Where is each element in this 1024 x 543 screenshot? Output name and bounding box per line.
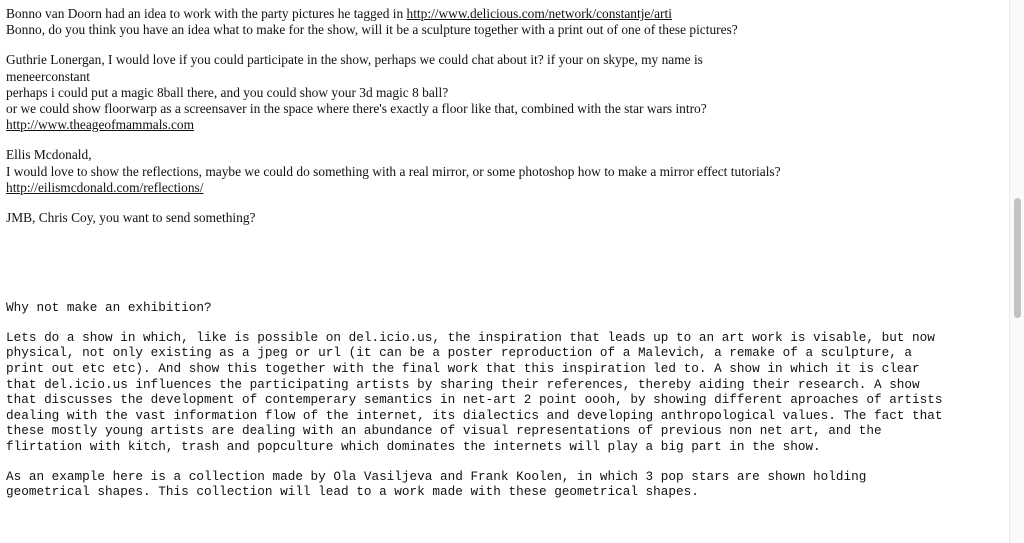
post-line: or we could show floorwarp as a screensaver in the space where there's exactly a floor like that, combined with the star wars intro?	[6, 101, 707, 117]
reflections-link[interactable]: http://eilismcdonald.com/reflections/	[6, 179, 204, 195]
theageofmammals-link[interactable]: http://www.theageofmammals.com	[6, 117, 195, 133]
essay-paragraph-2	[6, 469, 1010, 500]
essay-line: that del.icio.us influences the participating artists by sharing their references, thereby aiding their research. A show	[6, 376, 920, 392]
vertical-scrollbar[interactable]	[1009, 0, 1024, 543]
post-line: perhaps i could put a magic 8ball there, and you could show your 3d magic 8 ball?	[6, 84, 449, 100]
essay-line: physical, not only existing as a jpeg or url (it can be a poster reproduction of a Malevich, a remake of a sculpture, a	[6, 345, 913, 361]
post-line: Guthrie Lonergan, I would love if you could participate in the show, perhaps we could chat about it? if your on skype, my name is	[6, 52, 703, 68]
essay-line: these mostly young artists are dealing with an abundance of visual representations of previous non net art, and the	[6, 423, 882, 439]
post-line: I would love to show the reflections, maybe we could do something with a real mirror, or some photoshop how to make a mirror effect tutorials?	[6, 163, 781, 179]
delicious-link[interactable]: http://www.delicious.com/network/constantje/arti	[406, 6, 672, 21]
essay-section	[6, 300, 1010, 500]
post-guthrie	[6, 52, 1010, 133]
essay-line: that discusses the development of contemperary semantics in net-art 2 point oooh, by showing different aproaches of artists	[6, 392, 943, 408]
essay-heading: Why not make an exhibition?	[6, 300, 212, 316]
post-ellis	[6, 147, 1010, 196]
spacer	[6, 226, 1010, 300]
essay-line: flirtation with kitch, trash and popculture which dominates the internets will play a big part in the show.	[6, 438, 821, 454]
essay-line: print out etc etc). And show this together with the final work that this inspiration led to. A show in which it is clear	[6, 361, 920, 377]
posts-section	[6, 6, 1010, 226]
post-line: Bonno van Doorn had an idea to work with the party pictures he tagged in	[6, 6, 407, 21]
post-line: JMB, Chris Coy, you want to send something?	[6, 210, 256, 226]
scrollbar-thumb[interactable]	[1014, 198, 1021, 318]
essay-paragraph-1	[6, 330, 1010, 455]
post-jmb	[6, 210, 1010, 226]
post-line: Ellis Mcdonald,	[6, 147, 92, 163]
post-bonno	[6, 6, 1010, 38]
essay-line: geometrical shapes. This collection will lead to a work made with these geometrical shapes.	[6, 484, 699, 500]
post-line: meneerconstant	[6, 68, 91, 84]
essay-line: Lets do a show in which, like is possible on del.icio.us, the inspiration that leads up to an art work is visable, but now	[6, 329, 935, 345]
page-content	[6, 6, 1010, 500]
essay-line: As an example here is a collection made by Ola Vasiljeva and Frank Koolen, in which 3 pop stars are shown holding	[6, 468, 867, 484]
post-line: Bonno, do you think you have an idea what to make for the show, will it be a sculpture together with a print out of one of these pictures?	[6, 22, 738, 38]
essay-line: dealing with the vast information flow of the internet, its dialectics and developing anthropological values. The fact that	[6, 407, 943, 423]
